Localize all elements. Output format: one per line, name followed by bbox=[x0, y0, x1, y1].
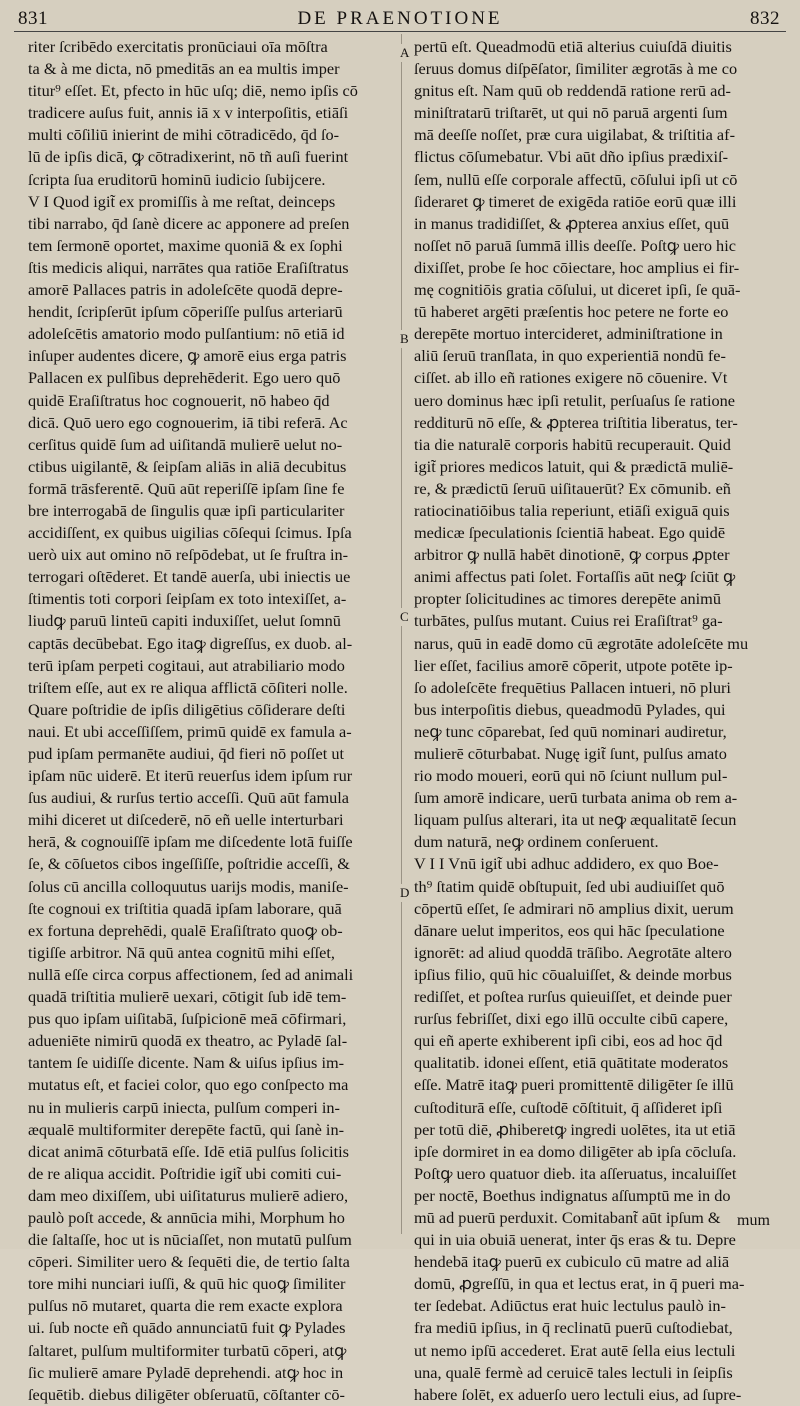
right-column-line: noſſet nō paruā ſummā illis deeſſe. Poſtꝙ uero hic bbox=[414, 235, 736, 255]
right-column-line: cuſtoditurā eſſe, cuſtodē cōſtituit, q̄ aſſideret ipſi bbox=[414, 1097, 723, 1117]
left-column-line: triſtem eſſe, aut ex re aliqua afflictā cōſiteri nolle. bbox=[28, 677, 348, 697]
right-column-line: ſum amorē indicare, uerū turbata anima ob rem a- bbox=[414, 788, 738, 808]
left-column-line: pulſus nō mutaret, quarta die rem exacte explora bbox=[28, 1296, 343, 1316]
left-column-line: adueniēte nimirū quodā ex theatro, ac Pyladē ſal- bbox=[28, 1031, 348, 1051]
left-column-line: riter ſcribēdo exercitatis pronūciaui oīa mōſtra bbox=[28, 37, 328, 56]
left-column-line: dam meo dixiſſem, ubi uiſitaturus mulierē adiero, bbox=[28, 1185, 349, 1205]
left-column-line: dicā. Quō uero ego cognouerim, iā tibi referā. Ac bbox=[28, 412, 348, 432]
right-column-line: tū haberet argēti præſentis hoc petere ne forte eo bbox=[414, 302, 729, 322]
right-column-line: animi affectus pati ſolet. Fortaſſis aūt neꝙ ſciūt ꝙ bbox=[414, 567, 736, 587]
margin-marker-c: C bbox=[400, 609, 409, 624]
right-column-text bbox=[414, 36, 784, 1406]
left-column-line: adoleſcētis amatorio modo pulſantium: nō etiā id bbox=[28, 324, 345, 344]
right-column-line: lier eſſet, facilius amorē cōperit, utpote potēte ip- bbox=[414, 655, 733, 675]
right-column-line: th⁹ ſtatim quidē obſtupuit, ſed ubi audiuiſſet quō bbox=[414, 876, 725, 896]
left-column-line: ſe, & cōſuetos cibos ingeſſiſſe, poſtridie acceſſi, & bbox=[28, 854, 350, 874]
right-column-line: ſem, nullū eſſe corporale affectū, cōſului ipſi ut cō bbox=[414, 169, 738, 189]
left-column-line: ſtimentis toti corpori ſeipſam ex toto intexiſſet, a- bbox=[28, 589, 347, 609]
right-column-line: igit̃ priores medicos latuit, qui & prædictā muliē- bbox=[414, 456, 734, 476]
left-column-text bbox=[28, 36, 398, 1406]
left-column-line: ui. ſub nocte eñ quādo annunciatū fuit ꝙ Pylades bbox=[28, 1318, 346, 1338]
left-column-line: multi cōſiliū inierint de mihi cōtradicēdo, q̄d ſo- bbox=[28, 125, 340, 145]
right-column-line: hendebā itaꝙ puerū ex cubiculo cū matre ad aliā bbox=[414, 1252, 730, 1272]
left-column-line: V I Quod igit̃ ex promiſſis à me reſtat, deinceps bbox=[28, 191, 336, 211]
left-column-line: ſaltaret, pulſum multiformiter turbatū cōperi, atꝙ bbox=[28, 1340, 347, 1360]
left-column-line: quidē Eraſiſtratus hoc cognouerit, nō habeo q̄d bbox=[28, 390, 330, 410]
left-column-line: ſus audiui, & rurſus tertio acceſſi. Quū aūt famula bbox=[28, 788, 350, 808]
right-column-line: fra mediū ipſius, in q̄ reclinatū puerū cuſtodiebat, bbox=[414, 1318, 733, 1338]
right-column-line: flictus cōſumebatur. Vbi aūt dño ipſius prædixiſ- bbox=[414, 147, 728, 167]
left-column-line: pud ipſam permanēte audiui, q̄d fieri nō poſſet ut bbox=[28, 744, 345, 763]
left-column-line: formā trāsferentē. Quū aūt reperiſſē ipſam ſine fe bbox=[28, 478, 345, 498]
left-column-line: liudꝙ paruū linteū capiti induxiſſet, uelut ſomnū bbox=[28, 611, 341, 631]
right-column-line: ut nemo ipſū accederet. Erat autē ſella eius lectuli bbox=[414, 1340, 736, 1360]
left-column-line: Pallacen ex pulſibus deprehēderit. Ego uero quō bbox=[28, 368, 341, 388]
left-column-line: ſte cognoui ex triſtitia quadā ipſam laborare, quā bbox=[28, 898, 342, 918]
right-column-line: arbitror ꝙ nullā habēt dinotionē, ꝙ corpus ꝓpter bbox=[414, 545, 730, 565]
left-column-line: captās decūbebat. Ego itaꝙ digreſſus, ex duob. al- bbox=[28, 633, 353, 653]
right-column-line: ipſe dormiret in ea domo diligēter ab ipſa cōcluſa. bbox=[414, 1141, 737, 1161]
left-column-line: tem ſermonē oportet, maxime quoniā & ex ſophi bbox=[28, 235, 343, 255]
left-column-line: cerſitus quidē ſum ad uiſitandā mulierē uelut no- bbox=[28, 434, 343, 454]
left-column-line: paulò poſt accede, & annūcia mihi, Morphum ho bbox=[28, 1207, 345, 1227]
right-column-line: derepēte mortuo intercideret, adminiſtratione in bbox=[414, 324, 723, 344]
right-column-line: cōpertū eſſet, ſe admirari nō amplius dixit, uerum bbox=[414, 898, 734, 918]
left-column-line: tradicere auſus fuit, annis iā x v interpoſitis, etiāſi bbox=[28, 103, 349, 123]
left-column-line: pus quo ipſam uiſitabā, ſuſpicionē meā cōfirmari, bbox=[28, 1009, 347, 1029]
right-column-line: ciſſet. ab illo eñ rationes exigere nō cōuenire. Vt bbox=[414, 368, 728, 388]
right-column-line: turbātes, pulſus mutant. Cuius rei Eraſiſtrat⁹ ga- bbox=[414, 611, 723, 631]
left-column-line: ipſam nūc uiderē. Et iterū reuerſus idem ipſum rur bbox=[28, 766, 353, 786]
right-column-line: eſſe. Matrē itaꝙ pueri promittentē diligēter ſe illū bbox=[414, 1075, 734, 1095]
left-column-line: lū de ipſis dicā, ꝙ cōtradixerint, nō tñ auſi fuerint bbox=[28, 147, 349, 167]
right-column-line: ratiocinatiōibus talia reperiunt, etiāſi exiguā quis bbox=[414, 500, 730, 520]
left-column-line: cōperi. Similiter uero & ſequēti die, de tertio ſalta bbox=[28, 1252, 350, 1272]
right-column-line: per totū diē, ꝓhiberetꝙ ingredi uolētes, ita ut etiā bbox=[414, 1119, 736, 1139]
right-column-line: mulierē cōturbabat. Nugę igit̃ ſunt, pulſus amato bbox=[414, 744, 727, 763]
column-divider bbox=[401, 34, 402, 1234]
left-column-line: herā, & cognouiſſē ipſam me diſcedente lotā fuiſſe bbox=[28, 832, 353, 852]
left-column-line: ex fortuna deprehēdi, qualē Eraſiſtrato quoꝙ ob- bbox=[28, 920, 343, 940]
right-column-line: in manus tradidiſſet, & ꝓpterea anxius eſſet, quū bbox=[414, 213, 730, 233]
right-column-line: pertū eſt. Queadmodū etiā alterius cuiuſdā diuitis bbox=[414, 37, 732, 56]
left-column-line: amorē Pallaces patris in adoleſcēte quodā depre- bbox=[28, 280, 343, 300]
right-column-line: qui eñ aperte exhiberent ipſi cibi, eos ad hoc q̄d bbox=[414, 1031, 723, 1051]
left-column-line: accidiſſent, ex quibus uigilias cōſequi ſcimus. Ipſa bbox=[28, 523, 352, 543]
right-column-line: ter ſedebat. Adiūctus erat huic lectulus paulò in- bbox=[414, 1296, 726, 1316]
margin-marker-d: D bbox=[400, 885, 410, 900]
left-column-line: uerò uix aut omino nō reſpōdebat, ut ſe fruſtra in- bbox=[28, 545, 349, 565]
left-column-line: quadā triſtitia mulierē uexari, cōtigit ſub idē tem- bbox=[28, 987, 347, 1007]
page-number-left: 831 bbox=[18, 8, 48, 29]
left-column-line: tantem ſe uidiſſe dicente. Nam & uiſus ipſius im- bbox=[28, 1053, 345, 1073]
running-title: DE PRAENOTIONE bbox=[297, 8, 503, 29]
left-column-line: ſolus cū ancilla colloquutus uarijs modis, maniſe- bbox=[28, 876, 349, 896]
right-column-line: mū ad puerū perduxit. Comitabant̃ aūt ipſum & bbox=[414, 1207, 721, 1227]
right-column-line: ignorēt: ad aliud quoddā trāſibo. Aegrotāte altero bbox=[414, 942, 732, 962]
right-column-line: per noctē, Boethus indignatus aſſumptū me in do bbox=[414, 1185, 731, 1205]
left-column-line: bre interrogabā de ſingulis quæ ipſi particulariter bbox=[28, 500, 345, 520]
left-column-line: terrogari oſtēderet. Et tandē auerſa, ubi iniectis ue bbox=[28, 567, 351, 587]
right-column-line: dixiſſet, probe ſe hoc cōiectare, hoc amplius ei fir- bbox=[414, 257, 740, 277]
right-column-line: dānare uelut imperitos, eos qui hāc ſpeculatione bbox=[414, 920, 725, 940]
right-column-line: narus, quū in eadē domo cū ægrotāte adoleſcēte mu bbox=[414, 633, 749, 653]
left-column-line: nu in mulieris carpū iniecta, pulſum comperi in- bbox=[28, 1097, 340, 1117]
left-column-line: æqualē multiformiter derepēte factū, qui ſanè in- bbox=[28, 1119, 345, 1139]
catchword: mum bbox=[737, 1212, 770, 1229]
right-column-line: ſo adoleſcēte frequētius Pallacen intueri, nō pluri bbox=[414, 677, 731, 697]
page-number-right: 832 bbox=[750, 8, 780, 29]
right-column-line: rurſus febriſſet, dixi ego illū occulte cibū capere, bbox=[414, 1009, 729, 1029]
left-column-line: inſuper audentes dicere, ꝙ amorē eius erga patris bbox=[28, 346, 347, 366]
left-column-line: Quare poſtridie de ipſis diligētius cōſiderare deſti bbox=[28, 699, 346, 719]
left-column-line: dicat animā cōturbatā eſſe. Idē etiā pulſus ſolicitis bbox=[28, 1141, 349, 1161]
left-column-line: nullā eſſe circa corpus affectionem, ſed ad animali bbox=[28, 964, 354, 984]
left-column-line: hendit, ſcripſerūt ipſum cōperiſſe pulſus arteriarū bbox=[28, 302, 343, 322]
header-rule bbox=[14, 31, 786, 32]
right-column-line: una, qualē fermè ad ceruicē tales lectuli in ſeipſis bbox=[414, 1362, 733, 1382]
right-column-line: redditurū nō eſſe, & ꝓpterea triſtitia liberatus, ter- bbox=[414, 412, 738, 432]
right-column-line: uero dominus hæc ipſi retulit, perſuaſus ſe ratione bbox=[414, 390, 736, 410]
left-column-line: mutatus eſt, et faciei color, quo ego conſpecto ma bbox=[28, 1075, 349, 1095]
right-column-line: liquam pulſus alterari, ita ut neꝙ æqualitatē ſecun bbox=[414, 810, 737, 830]
margin-marker-a: A bbox=[400, 45, 410, 60]
left-column-line: ſtis medicis aliqui, narrātes qua ratiōe Eraſiſtratus bbox=[28, 257, 349, 277]
right-column-line: Poſtꝙ uero quatuor dieb. ita aſſeruatus, incaluiſſet bbox=[414, 1163, 737, 1183]
right-column-line: propter ſolicitudines ac timores derepēte animū bbox=[414, 589, 721, 609]
right-column-line: domū, ꝓgreſſū, in qua et lectus erat, in q̄ pueri ma- bbox=[414, 1274, 745, 1294]
margin-marker-b: B bbox=[400, 331, 409, 346]
right-column-line: aliū ſeruū tranſlata, in quo experientiā nondū fe- bbox=[414, 346, 726, 366]
right-column-line: miniſtratarū triſtarēt, ut qui nō paruā argenti ſum bbox=[414, 103, 728, 123]
left-column-line: ta & à me dicta, nō pmeditās an ea multis imper bbox=[28, 59, 340, 79]
left-column-line: ſic mulierē amare Pyladē deprehendi. atꝙ hoc in bbox=[28, 1362, 344, 1382]
left-column-line: mihi diceret ut diſcederē, nō eñ uelle interturbari bbox=[28, 810, 344, 830]
left-column-line: naui. Et ubi acceſſiſſem, primū quidē ex famula a- bbox=[28, 721, 352, 741]
left-column-line: die ſaltaſſe, hoc ut is nūciaſſet, non mutatū pulſum bbox=[28, 1230, 352, 1250]
right-column-line: re, & prædictū ſeruū uiſitauerūt? Ex cōmunib. eñ bbox=[414, 478, 731, 498]
right-column-line: ipſius filio, quū hic cōualuiſſet, & deinde morbus bbox=[414, 964, 732, 984]
right-column-line: qualitatib. idonei eſſent, etiā quātitate moderatos bbox=[414, 1053, 729, 1073]
left-column-line: tibi narrabo, q̄d ſanè dicere ac apponere ad preſen bbox=[28, 213, 350, 233]
left-column-line: ſcripta ſua eruditorū hominū iudicio ſubijcere. bbox=[28, 169, 326, 189]
right-column-line: rio modo moueri, eorū qui nō ſciunt nullum pul- bbox=[414, 766, 728, 786]
right-column-line: medicæ ſpeculationis ſcientiā habeat. Ego quidē bbox=[414, 523, 726, 543]
left-column-line: de re aliqua accidit. Poſtridie igit̃ ubi comiti cui- bbox=[28, 1163, 342, 1183]
right-column-line: neꝙ tunc cōparebat, ſed quū nominari audiretur, bbox=[414, 721, 727, 741]
left-column-line: terū ipſam perpeti cogitaui, aut atrabiliario modo bbox=[28, 655, 345, 675]
left-column-line: ctibus uigilantē, & ſeipſam aliās in aliā decubitus bbox=[28, 456, 347, 476]
right-column-line: ſideraret ꝙ timeret de exigēda ratiōe eorū quæ illi bbox=[414, 191, 737, 211]
right-column-line: qui in uia obuiā uenerat, inter q̄s eras & tu. Depre bbox=[414, 1230, 736, 1250]
right-column-line: ſeruus domus diſpēſator, ſimiliter ægrotās à me co bbox=[414, 59, 738, 79]
right-column-line: bus interpoſitis diebus, queadmodū Pylades, qui bbox=[414, 699, 726, 719]
left-column-line: tigiſſe arbitror. Nā quū antea cognitū mihi eſſet, bbox=[28, 942, 335, 962]
left-column-line: tore mihi nunciari iuſſi, & quū hic quoꝙ ſimiliter bbox=[28, 1274, 346, 1294]
right-column-line: gnitus eſt. Nam quū ob reddendā ratione rerū ad- bbox=[414, 81, 731, 101]
left-column-line: ſequētib. diebus diligēter obſeruatū, cōſtanter cō- bbox=[28, 1384, 345, 1404]
right-column-line: habere ſolēt, ex aduerſo uero lectuli eius, ad ſupre- bbox=[414, 1384, 742, 1404]
right-column-line: rediſſet, et poſtea rurſus quieuiſſet, et deinde puer bbox=[414, 987, 732, 1007]
right-column-line: V I I Vnū igit̃ ubi adhuc addidero, ex quo Boe- bbox=[414, 854, 719, 874]
right-column-line: mę cognitiōis gratia cōſului, ut diceret ipſi, ſe quā- bbox=[414, 280, 741, 300]
right-column-line: tia die naturalē corporis habitū recuperauit. Quid bbox=[414, 434, 731, 454]
right-column-line: mā deeſſe noſſet, præ cura uigilabat, & triſtitia af- bbox=[414, 125, 735, 145]
left-column-line: titur⁹ eſſet. Et, pfecto in hūc uſq; diē, nemo ipſis cō bbox=[28, 81, 358, 101]
right-column-line: dum naturā, neꝙ ordinem conſeruent. bbox=[414, 832, 659, 852]
